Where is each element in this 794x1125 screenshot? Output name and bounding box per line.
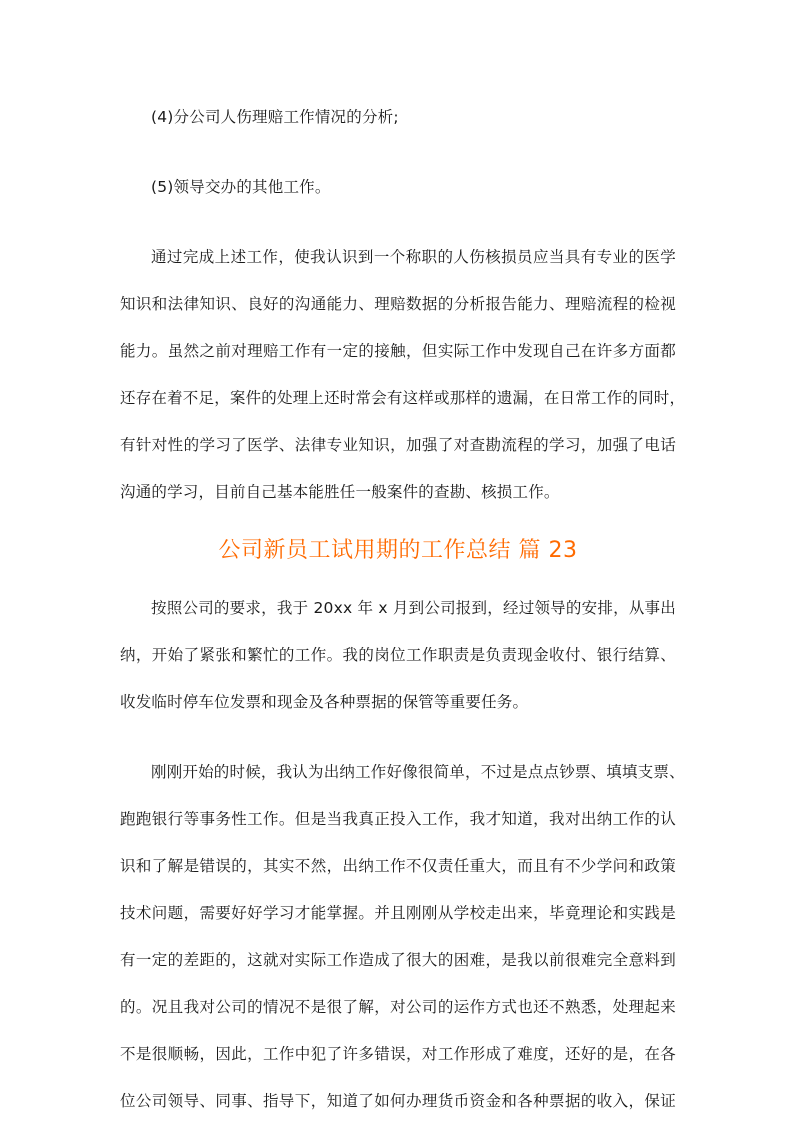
paragraph-line: 技术问题，需要好好学习才能掌握。并且刚刚从学校走出来，毕竟理论和实践是: [120, 904, 676, 922]
list-item-5: (5)领导交办的其他工作。: [151, 178, 331, 196]
paragraph-intro: [120, 585, 676, 726]
paragraph-line: 纳，开始了紧张和繁忙的工作。我的岗位工作职责是负责现金收付、银行结算、: [120, 646, 676, 664]
list-item-4: (4)分公司人伤理赔工作情况的分析;: [151, 108, 399, 126]
paragraph-line: 不是很顺畅，因此，工作中犯了许多错误，对工作形成了难度，还好的是，在各: [120, 1045, 676, 1063]
document-page: [120, 0, 686, 1125]
paragraph-line: 按照公司的要求，我于 20xx 年 x 月到公司报到，经过领导的安排，从事出: [151, 599, 676, 617]
paragraph-line: 位公司领导、同事、指导下，知道了如何办理货币资金和各种票据的收入，保证: [120, 1092, 676, 1110]
paragraph-line: 有针对性的学习了医学、法律专业知识，加强了对查勘流程的学习，加强了电话: [120, 436, 676, 454]
paragraph-line: 能力。虽然之前对理赔工作有一定的接触，但实际工作中发现自己在许多方面都: [120, 342, 676, 360]
paragraph-line: 识和了解是错误的，其实不然，出纳工作不仅责任重大，而且有不少学问和政策: [120, 857, 676, 875]
paragraph-line: 通过完成上述工作，使我认识到一个称职的人伤核损员应当具有专业的医学: [151, 248, 676, 266]
paragraph-line: 有一定的差距的，这就对实际工作造成了很大的困难，是我以前很难完全意料到: [120, 951, 676, 969]
paragraph-line: 的。况且我对公司的情况不是很了解，对公司的运作方式也还不熟悉，处理起来: [120, 998, 676, 1016]
paragraph-line: 知识和法律知识、良好的沟通能力、理赔数据的分析报告能力、理赔流程的检视: [120, 295, 676, 313]
paragraph-line: 还存在着不足，案件的处理上还时常会有这样或那样的遗漏，在日常工作的同时，: [120, 389, 686, 407]
paragraph-line: 刚刚开始的时候，我认为出纳工作好像很简单，不过是点点钞票、填填支票、: [151, 763, 685, 781]
section-heading: 公司新员工试用期的工作总结 篇 23: [218, 538, 578, 563]
paragraph-summary: [120, 234, 686, 516]
paragraph-line: 收发临时停车位发票和现金及各种票据的保管等重要任务。: [120, 693, 529, 711]
paragraph-experience: [120, 749, 685, 1125]
paragraph-line: 跑跑银行等事务性工作。但是当我真正投入工作，我才知道，我对出纳工作的认: [120, 810, 676, 828]
paragraph-line: 沟通的学习，目前自己基本能胜任一般案件的查勘、核损工作。: [120, 483, 560, 501]
